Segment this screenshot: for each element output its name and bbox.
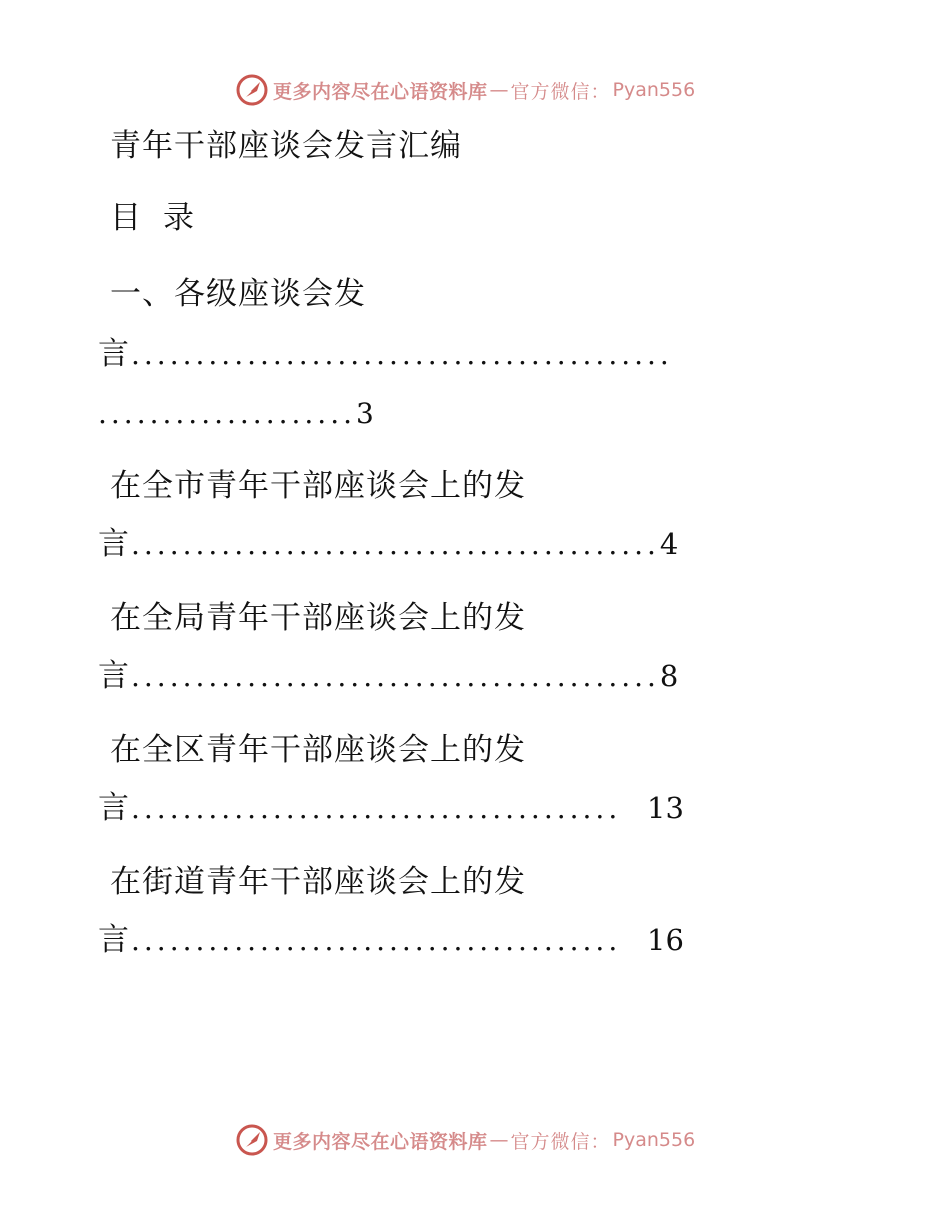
toc-heading: 目录	[110, 200, 216, 236]
dot-leader: .........................................	[131, 528, 660, 561]
toc-entry-tail: 言	[98, 658, 129, 694]
watermark-header	[235, 72, 695, 108]
toc-entry-page: 16	[647, 923, 684, 957]
dot-leader: ......................................	[131, 792, 648, 825]
document-title: 青年干部座谈会发言汇编	[110, 128, 462, 164]
dot-leader: .........................................	[131, 660, 660, 693]
toc-entry-title: 在全局青年干部座谈会上的发	[110, 600, 526, 636]
dot-leader: ....................	[98, 397, 357, 430]
watermark-dash: —	[489, 1129, 509, 1151]
dot-leader: ......................................	[131, 924, 648, 957]
toc-entry-leader	[98, 524, 678, 565]
toc-entry-tail: 言	[98, 922, 129, 958]
toc-entry-tail: 言	[98, 526, 129, 562]
toc-entry-page: 4	[659, 527, 679, 561]
watermark-wechat-id: Pyan556	[612, 79, 696, 101]
watermark-wechat-label: 官方微信：	[510, 1130, 611, 1153]
quill-logo-icon	[235, 73, 269, 107]
toc-entry-title: 一、各级座谈会发	[110, 276, 366, 312]
toc-entry-leader	[98, 334, 673, 375]
toc-entry-title: 在全区青年干部座谈会上的发	[110, 732, 526, 768]
toc-entry-leader	[98, 788, 684, 829]
toc-entry-tail: 言	[98, 790, 129, 826]
toc-entry-leader	[98, 656, 678, 697]
watermark-footer	[235, 1122, 695, 1158]
toc-entry-page: 8	[659, 659, 679, 693]
toc-entry-page: 13	[647, 791, 684, 825]
watermark-wechat-id: Pyan556	[612, 1129, 696, 1151]
watermark-dash: —	[489, 79, 509, 101]
dot-leader: ..........................................	[131, 338, 673, 371]
toc-entry-title: 在全市青年干部座谈会上的发	[110, 468, 526, 504]
watermark-text: 更多内容尽在心语资料库	[273, 1130, 488, 1153]
watermark-text: 更多内容尽在心语资料库	[273, 80, 488, 103]
quill-logo-icon	[235, 1123, 269, 1157]
toc-entry-page: 3	[356, 397, 378, 430]
toc-entry-leader	[98, 394, 378, 434]
toc-entry-leader	[98, 920, 684, 961]
toc-entry-tail: 言	[98, 336, 129, 372]
toc-entry-title: 在街道青年干部座谈会上的发	[110, 864, 526, 900]
watermark-wechat-label: 官方微信：	[510, 80, 611, 103]
